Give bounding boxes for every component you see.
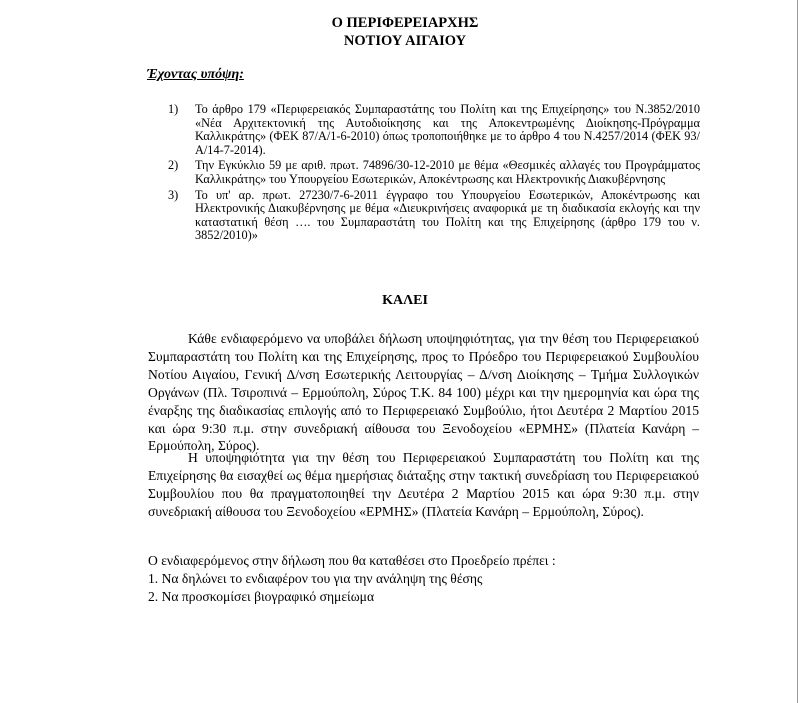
title-line-1: Ο ΠΕΡΙΦΕΡΕΙΑΡΧΗΣ	[331, 15, 479, 31]
calls-heading: ΚΑΛΕΙ	[382, 293, 428, 308]
reference-item	[168, 103, 700, 157]
page-edge-rule	[797, 0, 798, 703]
reference-item	[168, 159, 700, 186]
requirement-item: 2. Να προσκομίσει βιογραφικό σημείωμα	[148, 589, 375, 604]
references-list	[168, 103, 700, 245]
call-paragraph-agenda: Η υποψηφιότητα για την θέση του Περιφερειακού Συμπαραστάτη του Πολίτη και της Επιχείρησης θα εισαχθεί ως θέμα ημερήσιας διάταξης στην τακτική συνεδρίαση του Περιφερειακού Συμβουλίου που θα πραγματοποιηθεί την Δευτέρα 2 Μαρτίου 2015 και ώρα 9:30 π.μ. στην συνεδριακή αίθουσα του Ξενοδοχείου «ΕΡΜΗΣ» (Πλατεία Κανάρη – Ερμούπολη, Σύρος).	[148, 450, 699, 519]
reference-number: 3)	[168, 187, 179, 202]
reference-item	[168, 189, 700, 243]
requirement-item: 1. Να δηλώνει το ενδιαφέρον του για την ανάληψη της θέσης	[148, 571, 483, 586]
reference-number: 2)	[168, 158, 179, 173]
call-paragraph-submission: Κάθε ενδιαφερόμενο να υποβάλει δήλωση υποψηφιότητας, για την θέση του Περιφερειακού Συμπαραστάτη του Πολίτη και της Επιχείρησης, προς το Πρόεδρο του Περιφερειακού Συμβουλίου Νοτίου Αιγαίου, Γενική Δ/νση Εσωτερικής Λειτουργίας – Δ/νση Διοίκησης – Τμήμα Συλλογικών Οργάνων (Πλ. Τσιροπινά – Ερμούπολη, Σύρος Τ.Κ. 84 100) μέχρι και την ημερομηνία και ώρα της έναρξης της διαδικασίας επιλογής από το Περιφερειακό Συμβούλιο, ήτοι Δευτέρα 2 Μαρτίου 2015 και ώρα 9:30 π.μ. στην συνεδριακή αίθουσα του Ξενοδοχείου «ΕΡΜΗΣ» (Πλατεία Κανάρη – Ερμούπολη, Σύρος).	[148, 331, 699, 454]
reference-text: Το υπ' αρ. πρωτ. 27230/7-6-2011 έγγραφο του Υπουργείου Εσωτερικών, Αποκέντρωσης και Ηλεκτρονικής Διακυβέρνησης με θέμα «Διευκρινήσεις αναφορικά με τη διαδικασία εκλογής και την καταστατική θέση …. του Συμπαραστάτη του Πολίτη και της Επιχείρησης (άρθρο 179 του ν. 3852/2010)»	[195, 187, 700, 243]
reference-text: Το άρθρο 179 «Περιφερειακός Συμπαραστάτης του Πολίτη και της Επιχείρησης» του Ν.3852/2010 «Νέα Αρχιτεκτονική της Αυτοδιοίκησης και της Αποκεντρωμένης Διοίκησης-Πρόγραμμα Καλλικράτης» (ΦΕΚ 87/Α/1-6-2010) όπως τροποποιήθηκε με το άρθρο 4 του Ν.4257/2014 (ΦΕΚ 93/Α/14-7-2014).	[195, 102, 700, 157]
reference-number: 1)	[168, 102, 179, 116]
title-line-2: ΝΟΤΙΟΥ ΑΙΓΑΙΟΥ	[343, 33, 467, 49]
requirements-intro: Ο ενδιαφερόμενος στην δήλωση που θα καταθέσει στο Προεδρείο πρέπει :	[148, 553, 556, 568]
reference-text: Την Εγκύκλιο 59 με αριθ. πρωτ. 74896/30-12-2010 με θέμα «Θεσμικές αλλαγές του Προγράμματος Καλλικράτης» του Υπουργείου Εσωτερικών, Αποκέντρωσης και Ηλεκτρονικής Διακυβέρνησης	[195, 158, 700, 186]
considering-heading: Έχοντας υπόψη:	[147, 67, 244, 82]
